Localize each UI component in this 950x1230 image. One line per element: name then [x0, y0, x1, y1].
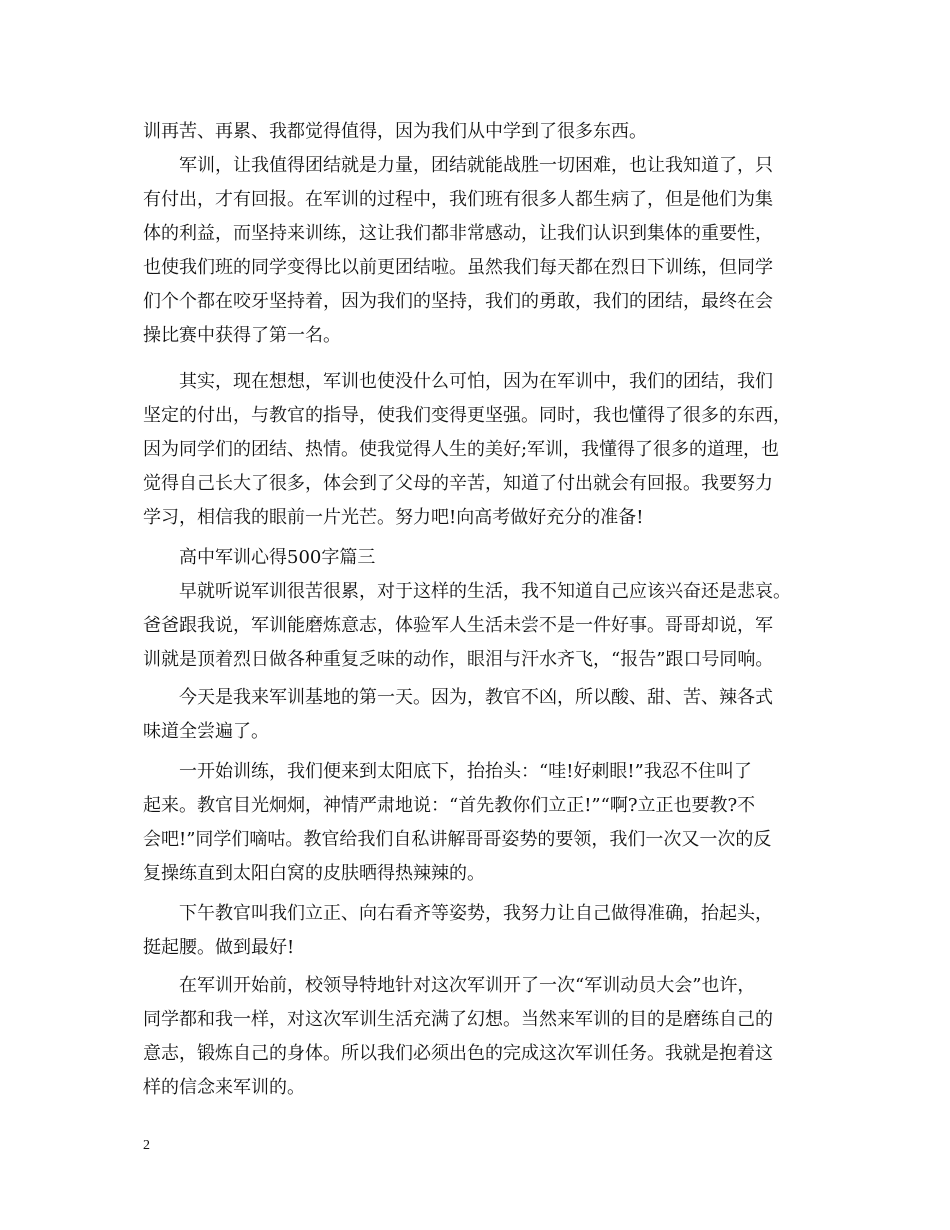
text-line: 意志，锻炼自己的身体。所以我们必须出色的完成这次军训任务。我就是抱着这	[143, 1043, 773, 1064]
text-line: 训就是顶着烈日做各种重复乏味的动作，眼泪与汗水齐飞，“报告”跟口号同响。	[143, 649, 774, 670]
text-line: 复操练直到太阳白窝的皮肤晒得热辣辣的。	[143, 863, 485, 884]
text-line: 有付出，才有回报。在军训的过程中，我们班有很多人都生病了，但是他们为集	[143, 189, 773, 210]
text-line: 们个个都在咬牙坚持着，因为我们的坚持，我们的勇敢，我们的团结，最终在会	[143, 291, 773, 312]
text-line: 其实，现在想想，军训也使没什么可怕，因为在军训中，我们的团结，我们	[179, 371, 773, 392]
text-line: 训再苦、再累、我都觉得值得，因为我们从中学到了很多东西。	[143, 121, 647, 142]
text-line: 觉得自己长大了很多，体会到了父母的辛苦，知道了付出就会有回报。我要努力	[143, 473, 773, 494]
text-line: 一开始训练，我们便来到太阳底下，抬抬头：“哇!好刺眼!”我忍不住叫了	[179, 761, 752, 782]
text-line: 样的信念来军训的。	[143, 1077, 305, 1098]
section-heading: 高中军训心得500字篇三	[179, 547, 376, 568]
text-line: 也使我们班的同学变得比以前更团结啦。虽然我们每天都在烈日下训练，但同学	[143, 257, 773, 278]
text-line: 早就听说军训很苦很累，对于这样的生活，我不知道自己应该兴奋还是悲哀。	[179, 581, 791, 602]
text-line: 坚定的付出，与教官的指导，使我们变得更坚强。同时，我也懂得了很多的东西，	[143, 405, 791, 426]
text-line: 挺起腰。做到最好!	[143, 937, 295, 958]
page-number: 2	[143, 1138, 150, 1153]
text-line: 下午教官叫我们立正、向右看齐等姿势，我努力让自己做得准确，抬起头，	[179, 903, 773, 924]
text-line: 军训，让我值得团结就是力量，团结就能战胜一切困难，也让我知道了，只	[179, 155, 773, 176]
text-line: 在军训开始前，校领导特地针对这次军训开了一次“军训动员大会”也许，	[179, 975, 756, 996]
text-line: 起来。教官目光炯炯，神情严肃地说：“首先教你们立正!”“啊?立正也要教?不	[143, 795, 756, 816]
text-line: 因为同学们的团结、热情。使我觉得人生的美好;军训，我懂得了很多的道理，也	[143, 439, 780, 460]
text-line: 味道全尝遍了。	[143, 721, 269, 742]
text-line: 会吧!”同学们嘀咕。教官给我们自私讲解哥哥姿势的要领，我们一次又一次的反	[143, 829, 772, 850]
text-line: 体的利益，而坚持来训练，这让我们都非常感动，让我们认识到集体的重要性，	[143, 223, 773, 244]
text-line: 学习，相信我的眼前一片光芒。努力吧!向高考做好充分的准备!	[143, 507, 644, 528]
text-line: 操比赛中获得了第一名。	[143, 325, 341, 346]
text-line: 今天是我来军训基地的第一天。因为，教官不凶，所以酸、甜、苦、辣各式	[179, 687, 773, 708]
text-line: 同学都和我一样，对这次军训生活充满了幻想。当然来军训的目的是磨练自己的	[143, 1009, 773, 1030]
text-line: 爸爸跟我说，军训能磨炼意志，体验军人生活未尝不是一件好事。哥哥却说，军	[143, 615, 773, 636]
